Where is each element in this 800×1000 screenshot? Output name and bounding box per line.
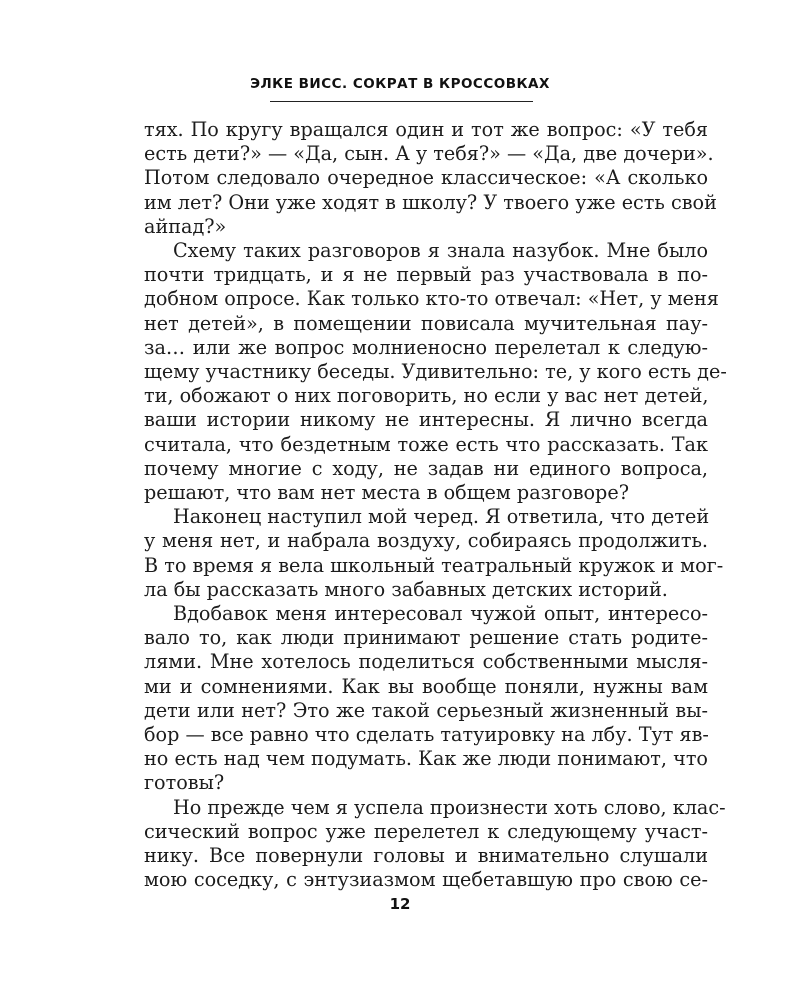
text-line: мою соседку, с энтузиазмом щебетавшую про свою се- [144, 868, 708, 892]
text-line: Вдобавок меня интересовал чужой опыт, интересо- [173, 602, 708, 626]
text-line: ми и сомнениями. Как вы вообще поняли, нужны вам [144, 674, 708, 698]
text-line: но есть над чем подумать. Как же люди понимают, что [144, 747, 708, 771]
header-rule [270, 101, 533, 102]
text-line: щему участнику беседы. Удивительно: те, у кого есть де- [144, 360, 727, 384]
text-line: добном опросе. Как только кто-то отвечал: «Нет, у меня [144, 287, 719, 311]
paragraph [144, 239, 727, 505]
text-line: у меня нет, и набрала воздуху, собираясь продолжить. [144, 529, 708, 553]
text-line: за… или же вопрос молниеносно перелетал к следую- [144, 335, 708, 359]
paragraph [144, 795, 726, 893]
text-line: айпад?» [144, 214, 227, 238]
body-text [144, 118, 727, 893]
paragraph [144, 602, 708, 796]
text-line: Схему таких разговоров я знала назубок. Мне было [173, 239, 708, 263]
text-line: считала, что бездетным тоже есть что рассказать. Так [144, 432, 708, 456]
text-line: решают, что вам нет места в общем разговоре? [144, 481, 629, 505]
text-line: готовы? [144, 771, 225, 795]
text-line: нет детей», в помещении повисала мучительная пау- [144, 311, 708, 335]
paragraph [144, 118, 717, 239]
text-line: сический вопрос уже перелетел к следующему участ- [144, 819, 708, 843]
text-line: Но прежде чем я успела произнести хоть слово, клас- [173, 795, 726, 819]
text-line: ваши истории никому не интересны. Я лично всегда [144, 408, 708, 432]
text-line: ти, обожают о них поговорить, но если у вас нет детей, [144, 384, 709, 408]
text-line: почему многие с ходу, не задав ни единого вопроса, [144, 456, 708, 480]
text-line: есть дети?» — «Да, сын. А у тебя?» — «Да, две дочери». [144, 142, 714, 166]
text-line: почти тридцать, и я не первый раз участвовала в по- [144, 263, 708, 287]
running-header: ЭЛКЕ ВИСС. СОКРАТ В КРОССОВКАХ [250, 76, 550, 92]
text-line: тях. По кругу вращался один и тот же вопрос: «У тебя [144, 118, 708, 141]
page-number: 12 [389, 895, 411, 913]
text-line: вало то, как люди принимают решение стать родите- [144, 626, 708, 650]
text-line: дети или нет? Это же такой серьезный жизненный вы- [144, 698, 708, 722]
paragraph [144, 505, 724, 602]
text-line: им лет? Они уже ходят в школу? У твоего уже есть свой [144, 190, 717, 214]
text-line: бор — все равно что сделать татуировку на лбу. Тут яв- [144, 723, 709, 747]
text-line: ла бы рассказать много забавных детских историй. [144, 577, 668, 601]
text-line: В то время я вела школьный театральный кружок и мог- [144, 553, 724, 577]
text-line: Потом следовало очередное классическое: «А сколько [144, 166, 708, 190]
text-line: лями. Мне хотелось поделиться собственными мысля- [144, 650, 708, 674]
text-line: нику. Все повернули головы и внимательно слушали [144, 844, 708, 868]
text-line: Наконец наступил мой черед. Я ответила, что детей [173, 505, 710, 529]
